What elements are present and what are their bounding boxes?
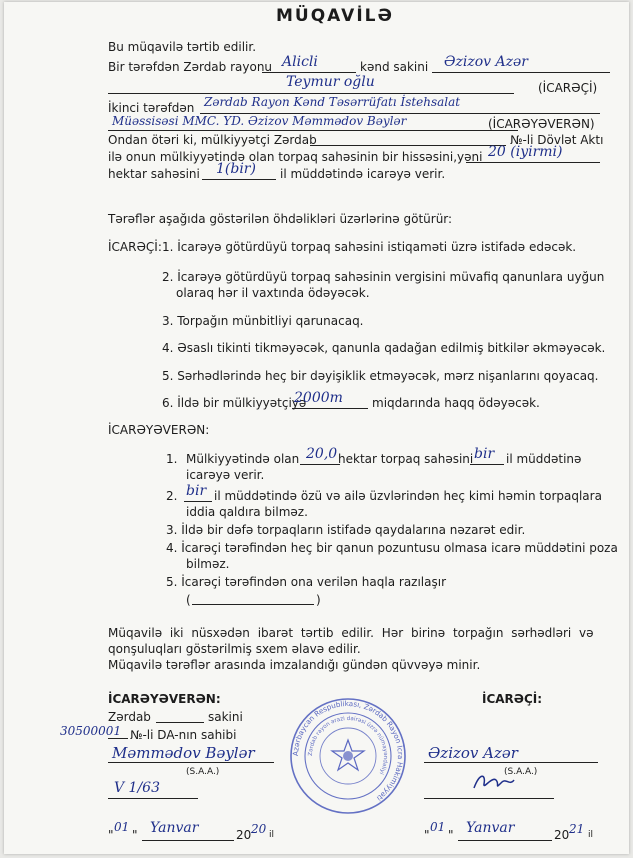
handwritten-village: Alicli [282,54,318,70]
tenant-obligation-6-cont: miqdarında haqq ödəyəcək. [372,396,540,410]
tenant-year-prefix: 20 [554,828,570,842]
tenant-date-quote-close: " [448,828,454,842]
second-party-label: İkinci tərəfdən [108,101,195,115]
paren-open: ( [186,593,191,607]
resident-blank [156,722,204,723]
hectare-label: hektar sahəsini [108,167,200,181]
years-blank-2 [184,501,212,502]
resident-label: kənd sakini [360,60,429,74]
closing-line-1: Müqavilə iki nüsxədən ibarət tərtib edilir. Hər birinə torpağın sərhədləri və [108,626,594,640]
paren-close: ) [316,593,321,607]
landlord-obligation-4-cont: bilməz. [186,557,230,571]
landlord-date-quote-close: " [132,828,138,842]
tenant-obligation-2-cont: olaraq hər il vaxtında ödəyəcək. [176,286,370,300]
term-blank [202,179,276,180]
tenant-obligation-2: 2. İcarəyə götürdüyü torpaq sahəsinin vergisini müvafiq qanunlara uyğun [162,270,605,284]
handwritten-payment: 2000m [294,390,343,406]
act-owner-label: №-li DA-nın sahibi [130,728,237,742]
stamp-inner-text: Zərdab rayon ərazi dairəsi üzrə nümayəndəliyi [307,715,389,776]
obligations-intro: Tərəflər aşağıda göstərilən öhdəlikləri üzərlərinə götürür: [108,212,453,226]
landlord-section-label: İCARƏYƏVERƏN: [108,423,210,437]
act-blank [108,738,128,739]
landlord-obligation-1-num: 1. [166,452,178,466]
tenant-saa: (S.A.A.) [504,767,538,777]
tenant-role-label: (İCARƏÇİ) [538,81,598,95]
tenant-year-suffix: il [588,830,594,840]
landlord-obligation-2: il müddətində özü və ailə üzvlərindən heç kimi həmin torpaqlara [214,489,602,503]
tenant-signature-scribble [470,770,518,794]
years-blank [470,464,504,465]
landlord-year-suffix: il [269,830,275,840]
second-party-blank-2 [108,130,518,131]
handwritten-landlord-name: Məmmədov Bəylər [112,744,255,762]
landlord-year: 20 [251,822,267,836]
patronymic-blank [108,93,514,94]
area-blank [466,162,600,163]
resident-label-2: sakini [208,710,243,724]
tenant-obligation-6: 6. İldə bir mülkiyyətçiyə [162,396,307,410]
handwritten-patronymic: Teymur oğlu [286,74,375,90]
landlord-date-quote-open: " [108,828,114,842]
stamp-outer-text: Azərbaycan Respublikası, Zərdab Rayon İcra Hakimiyyəti [290,698,406,803]
tenant-obligation-5: 5. Sərhədlərində heç bir dəyişiklik etməyəcək, mərz nişanlarını qoyacaq. [162,369,599,383]
intro-line-1: Bu müqavilə tərtib edilir. [108,40,257,54]
owner-clause: Ondan ötəri ki, mülkiyyətçi Zərdab [108,133,317,147]
landlord-role-label: (İCARƏYƏVERƏN) [488,117,595,131]
landlord-year-prefix: 20 [236,828,252,842]
tenant-section-label: İCARƏÇİ: [108,240,162,254]
land-part-clause: ilə onun mülkiyyətində olan torpaq sahəsinin bir hissəsini,yəni [108,150,483,164]
handwritten-years-2: bir [186,483,207,499]
intro-first-party-label: Bir tərəfdən Zərdab rayonu [108,60,273,74]
svg-text:Zərdab rayon ərazi dairəsi üzr [308,716,388,776]
tenant-date-day: 01 [430,820,446,834]
tenant-month-blank [458,840,552,841]
landlord-sign-line [108,798,198,799]
tenant-sign-line [424,798,554,799]
landlord-obligation-1-c: il müddətinə [506,452,582,466]
tenant-obligation-4: 4. Əsaslı tikinti tikməyəcək, qanunla qadağan edilmiş bitkilər əkməyəcək. [162,341,606,355]
landlord-signature-label: İCARƏYƏVERƏN: [108,692,221,706]
landlord-saa: (S.A.A.) [186,767,220,777]
landlord-obligation-2-num: 2. [166,489,178,503]
tenant-name-line [424,762,598,763]
tenant-obligation-1: 1. İcarəyə götürdüyü torpaq sahəsini istiqaməti üzrə istifadə edəcək. [162,240,577,254]
tenant-name-blank [432,72,610,73]
landlord-name-line [108,762,274,763]
agreement-blank [192,604,314,605]
village-blank [262,72,356,73]
tenant-year: 21 [569,822,585,836]
handwritten-years: bir [474,446,495,462]
state-act-blank [310,145,506,146]
handwritten-tenant-name: Əzizov Azər [444,54,528,70]
handwritten-second-party-1: Zərdab Rayon Kənd Təsərrüfatı İstehsalat [204,95,461,109]
landlord-month-blank [142,840,234,841]
closing-line-3: Müqavilə tərəflər arasında imzalandığı gündən qüvvəyə minir. [108,658,481,672]
landlord-obligation-4: 4. İcarəçi tərəfindən heç bir qanun pozuntusu olmasa icarə müddətini poza [166,541,618,555]
handwritten-area: 20 (iyirmi) [488,144,563,160]
contract-page [4,2,629,854]
zerdab-label: Zərdab [108,710,151,724]
landlord-obligation-5: 5. İcarəçi tərəfindən ona verilən haqla razılaşır [166,575,447,589]
landlord-obligation-1-b: hektar torpaq sahəsini [338,452,474,466]
handwritten-term: 1(bir) [216,161,256,177]
state-act-label: №-li Dövlət Aktı [510,133,604,147]
closing-line-2: qonşuluqları göstərilmiş sxem əlavə edilir. [108,642,361,656]
handwritten-hectare: 20,0 [306,446,338,462]
landlord-obligation-1-d: icarəyə verir. [186,468,265,482]
official-stamp [288,696,408,816]
handwritten-tenant-signature-name: Əzizov Azər [428,744,518,762]
document-title: MÜQAVİLƏ [276,6,394,26]
landlord-date-month: Yanvar [150,820,199,836]
term-clause: il müddətində icarəyə verir. [280,167,446,181]
hectare-blank [300,464,340,465]
tenant-obligation-3: 3. Torpağın münbitliyi qarunacaq. [162,314,364,328]
landlord-obligation-2-cont: iddia qaldıra bilməz. [186,505,308,519]
landlord-obligation-1: Mülkiyyətində olan [186,452,300,466]
landlord-date-day: 01 [114,820,130,834]
handwritten-second-party-2: Müəssisəsi MMC. YD. Əzizov Məmmədov Bəylər [112,114,407,128]
handwritten-landlord-initials: V 1/63 [114,780,160,796]
landlord-obligation-3: 3. İldə bir dəfə torpaqların istifadə qaydalarına nəzarət edir. [166,523,526,537]
tenant-date-month: Yanvar [466,820,515,836]
payment-blank [292,408,368,409]
handwritten-act-number: 30500001 [60,724,122,738]
tenant-signature-label: İCARƏÇİ: [482,692,543,706]
tenant-date-quote-open: " [424,828,430,842]
